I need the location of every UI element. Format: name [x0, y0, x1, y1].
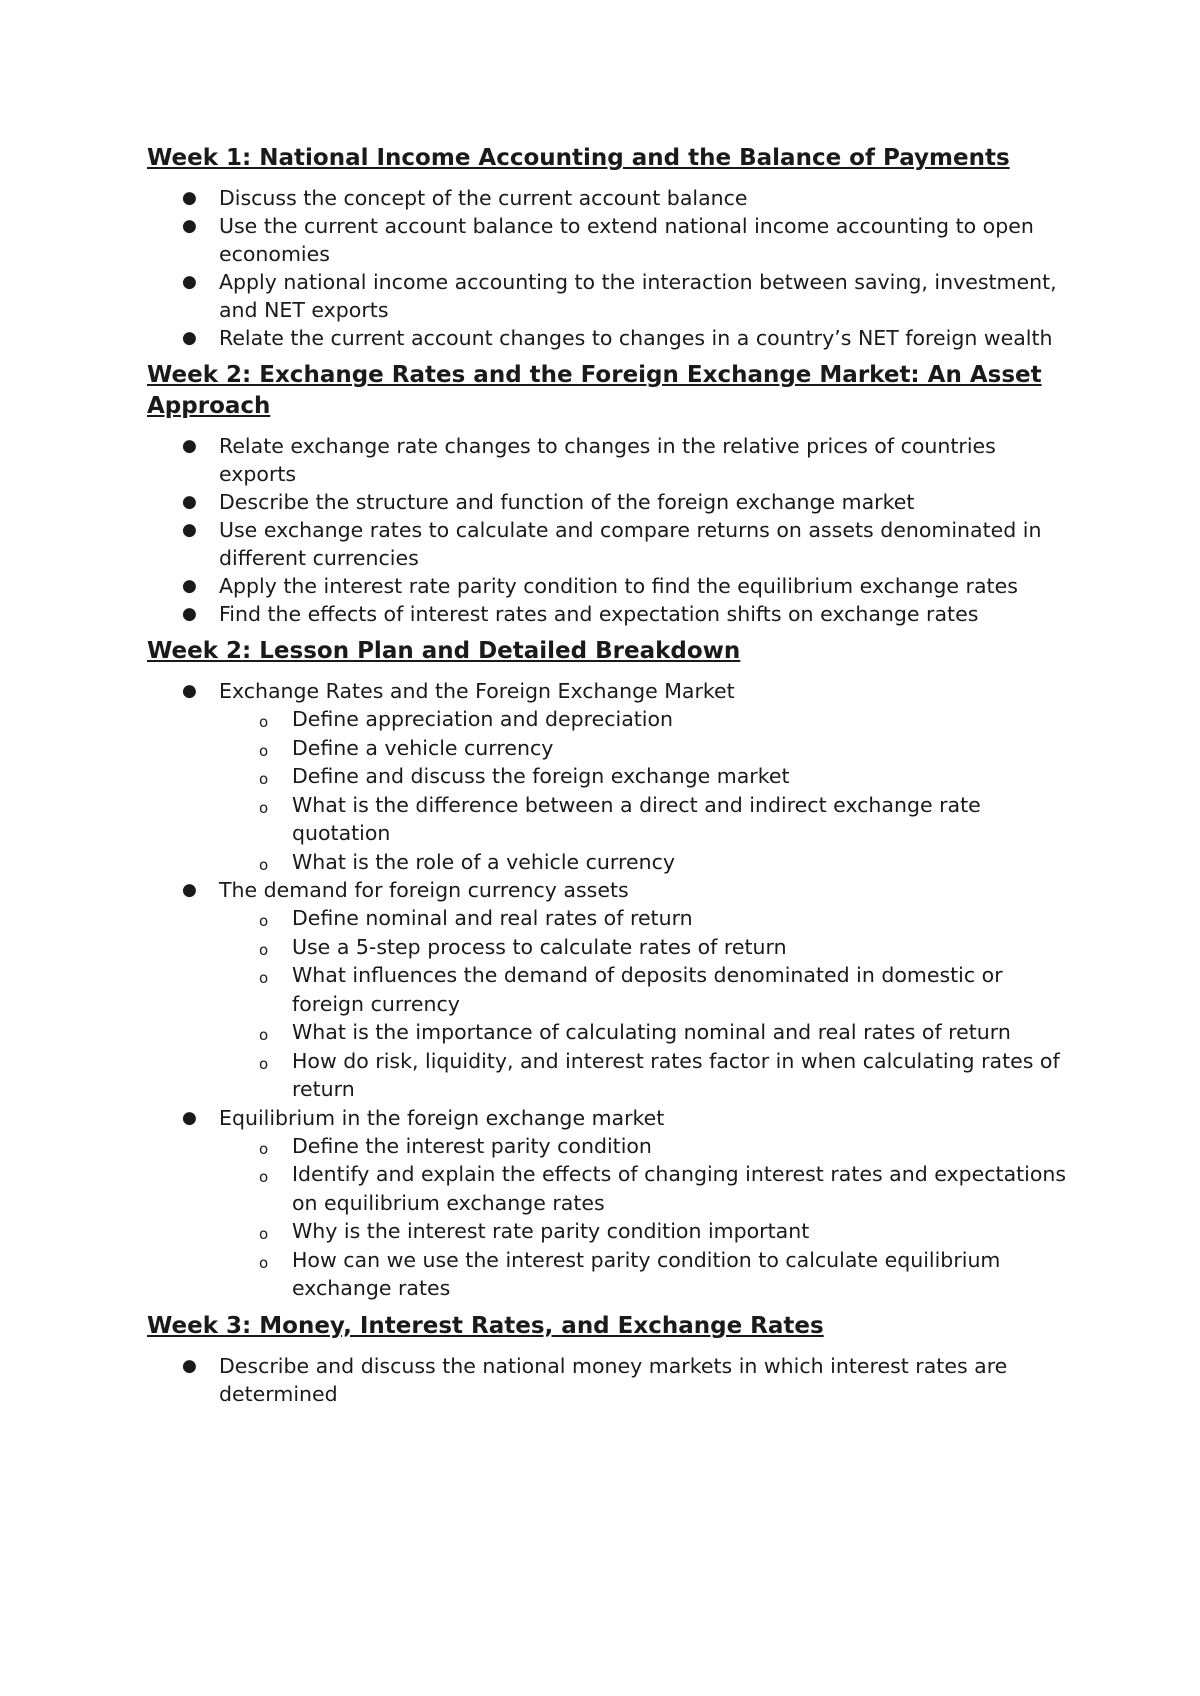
section-week-2-lesson-plan: [147, 636, 1067, 1303]
circle-bullet-icon: o: [259, 798, 269, 817]
list-item: ● Apply the interest rate parity condition to find the equilibrium exchange rates: [182, 574, 1018, 598]
sub-list-item: o How do risk, liquidity, and interest rates factor in when calculating rates of return: [259, 1048, 1060, 1101]
sub-list-item: o Why is the interest rate parity condition important: [147, 1217, 1067, 1246]
section-heading: Week 2: Lesson Plan and Detailed Breakdown: [147, 638, 741, 664]
section-heading: Week 1: National Income Accounting and the Balance of Payments: [147, 145, 1010, 171]
sub-list: [219, 1132, 1067, 1303]
circle-bullet-icon: o: [259, 713, 269, 731]
bullet-icon: ●: [182, 1107, 197, 1128]
list-item: ● Describe and discuss the national money markets in which interest rates are determined: [182, 1353, 1008, 1406]
list-item: ● Relate exchange rate changes to changes in the relative prices of countries exports: [182, 434, 996, 486]
circle-bullet-icon: o: [259, 1225, 269, 1243]
sub-list-item: o Use a 5-step process to calculate rates of return: [147, 933, 1067, 962]
sub-list-item: o What is the importance of calculating nominal and real rates of return: [147, 1018, 1067, 1047]
bullet-icon: ●: [182, 216, 197, 236]
bullet-icon: ●: [182, 272, 197, 292]
bullet-icon: ●: [182, 880, 197, 900]
sub-list-item: o Define nominal and real rates of return: [147, 904, 1067, 933]
circle-bullet-icon: o: [259, 1139, 269, 1158]
sub-list-item: o What influences the demand of deposits denominated in domestic or foreign currency: [259, 963, 1003, 1016]
bullet-icon: ●: [182, 188, 197, 208]
section-week-2-exchange-rates: [147, 360, 1067, 628]
bullet-icon: ●: [182, 1355, 197, 1376]
list-item: ● Use exchange rates to calculate and compare returns on assets denominated in different currencies: [182, 518, 1042, 570]
sub-list-item: o Define the interest parity condition: [147, 1132, 1067, 1161]
sub-list-item: o What is the role of a vehicle currency: [147, 848, 1067, 877]
list-item: ● Discuss the concept of the current account balance: [182, 186, 748, 210]
section-week-3: [147, 1311, 1067, 1408]
circle-bullet-icon: o: [259, 940, 269, 959]
sub-list: [219, 705, 1067, 876]
sub-list-item: o Define and discuss the foreign exchange market: [147, 762, 1067, 791]
list-item: ● Relate the current account changes to changes in a country’s NET foreign wealth: [182, 326, 1053, 350]
bullet-list: [147, 184, 1067, 352]
bullet-list: [147, 432, 1067, 628]
list-item: ● Describe the structure and function of the foreign exchange market: [182, 490, 915, 514]
circle-bullet-icon: o: [259, 1253, 269, 1272]
section-heading: Week 2: Exchange Rates and the Foreign Exchange Market: An Asset Approach: [147, 362, 1042, 419]
bullet-icon: ●: [182, 576, 197, 596]
circle-bullet-icon: o: [259, 969, 269, 987]
sub-list-item: o Define a vehicle currency: [147, 734, 1067, 763]
bullet-list: [147, 677, 1067, 1303]
sub-list: [219, 904, 1067, 1104]
sub-list-item: o Identify and explain the effects of changing interest rates and expectations on equilibrium exchange rates: [259, 1162, 1067, 1215]
circle-bullet-icon: o: [259, 770, 269, 788]
circle-bullet-icon: o: [259, 741, 269, 760]
circle-bullet-icon: o: [259, 855, 269, 874]
bullet-icon: ●: [182, 520, 197, 540]
circle-bullet-icon: o: [259, 912, 269, 930]
bullet-icon: ●: [182, 328, 197, 348]
circle-bullet-icon: o: [259, 1026, 269, 1044]
bullet-list: [147, 1352, 1067, 1408]
list-item: ● Apply national income accounting to the interaction between saving, investment, and NET exports: [182, 270, 1057, 322]
list-item: ● The demand for foreign currency assets o Define nominal and real rates of return o Use a 5-step process to calculate rates of return o What influences the demand of deposits denominated in domestic or foreign currency o What is the importance of calculating nominal and real rates of return o How do risk, liquidity, and interest rates factor in when calculating rates of return: [147, 876, 1067, 1104]
sub-list-item: o Define appreciation and depreciation: [147, 705, 1067, 734]
list-item: ● Exchange Rates and the Foreign Exchange Market o Define appreciation and depreciation o Define a vehicle currency o Define and discuss the foreign exchange market o What is the difference between a direct and indirect exchange rate quotation o What is the role of a vehicle currency: [147, 677, 1067, 876]
sub-list-item: o What is the difference between a direct and indirect exchange rate quotation: [259, 792, 981, 845]
section-heading: Week 3: Money, Interest Rates, and Exchange Rates: [147, 1312, 824, 1339]
section-week-1: [147, 143, 1067, 352]
bullet-icon: ●: [182, 492, 197, 512]
bullet-icon: ●: [182, 604, 197, 624]
circle-bullet-icon: o: [259, 1168, 269, 1186]
list-item: ● Equilibrium in the foreign exchange market o Define the interest parity condition o Identify and explain the effects of changing interest rates and expectations on equilibrium exchange rates o Why is the interest rate parity condition important o How can we use the interest parity condition to calculate equilibrium exchange rates: [147, 1104, 1067, 1303]
bullet-icon: ●: [182, 681, 197, 701]
sub-list-item: o How can we use the interest parity condition to calculate equilibrium exchange rates: [259, 1247, 1001, 1300]
bullet-icon: ●: [182, 436, 197, 456]
list-item: ● Use the current account balance to extend national income accounting to open economies: [182, 214, 1034, 266]
list-item: ● Find the effects of interest rates and expectation shifts on exchange rates: [182, 602, 979, 626]
circle-bullet-icon: o: [259, 1054, 269, 1073]
